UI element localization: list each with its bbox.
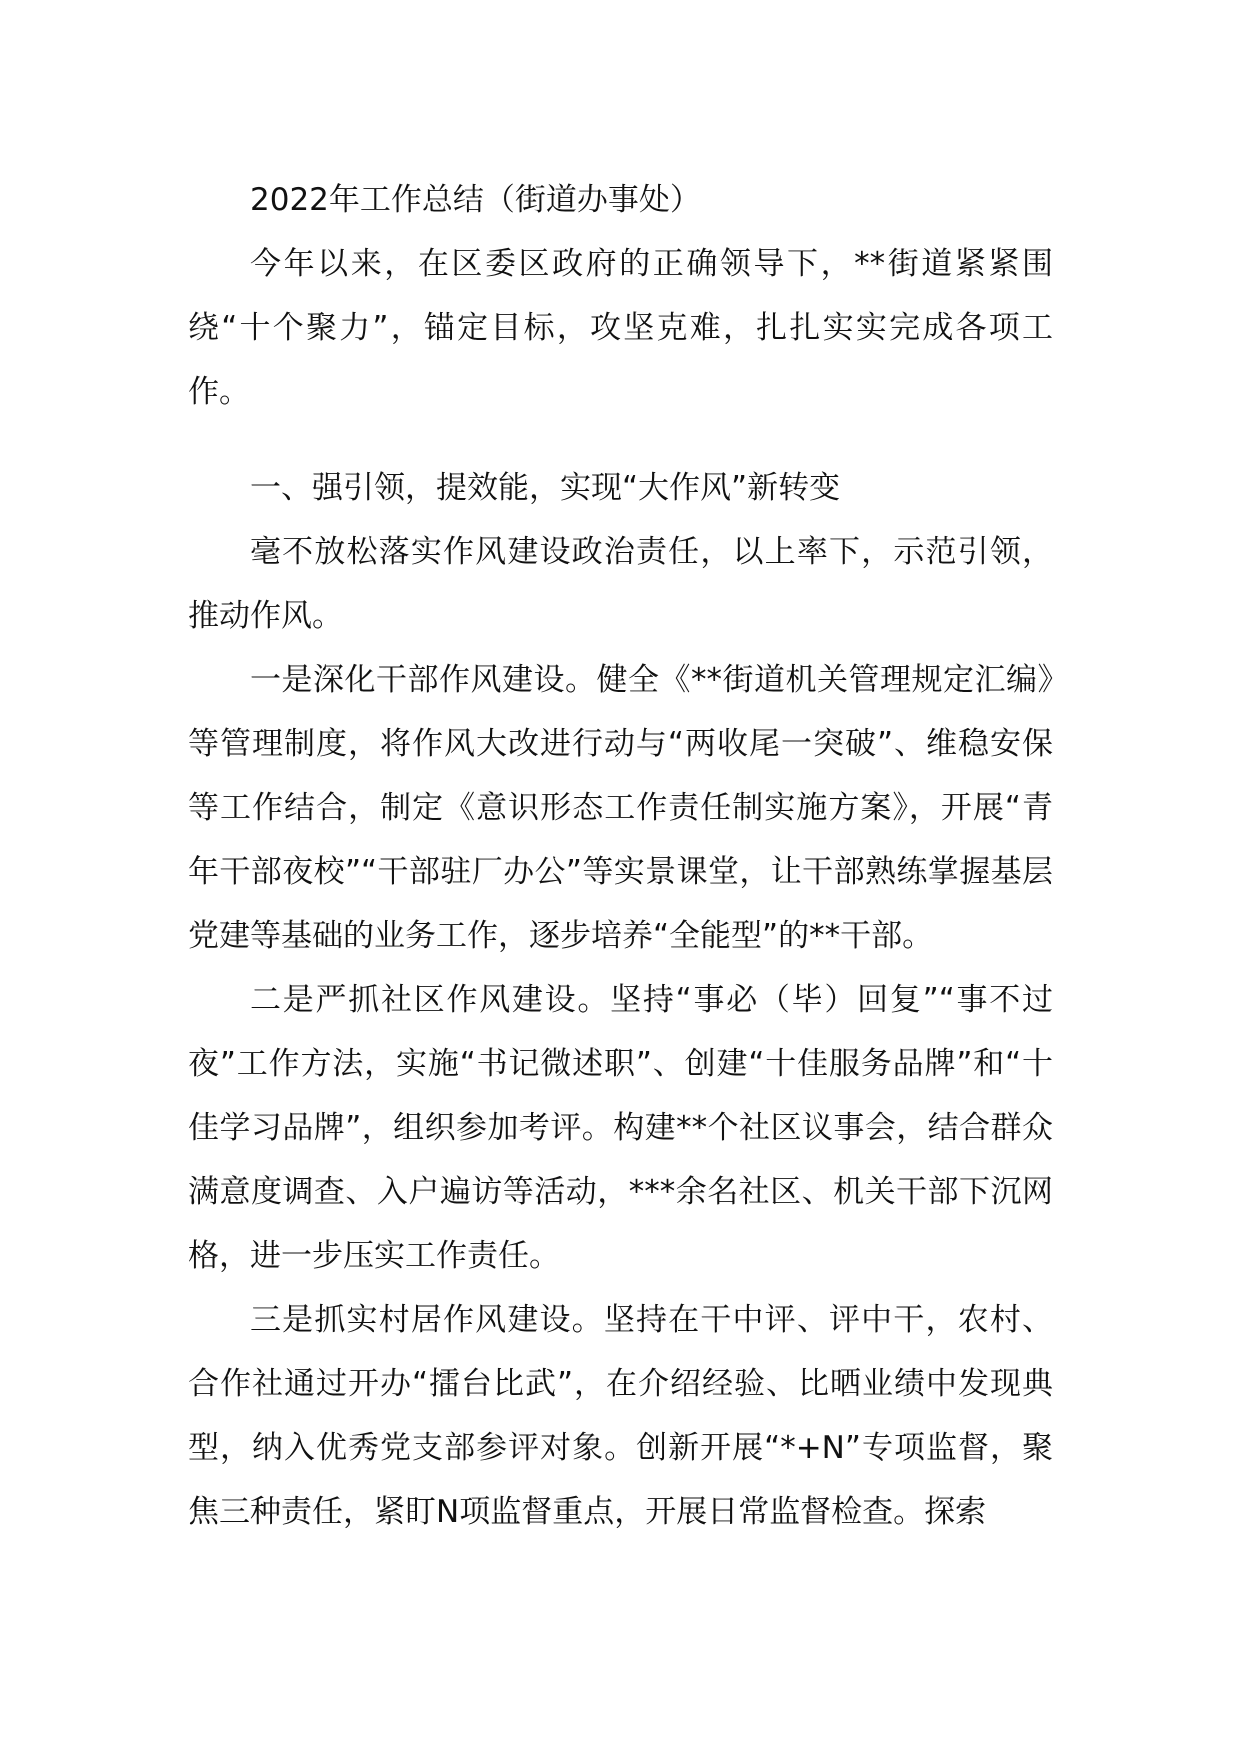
- paragraph-village-style: 三是抓实村居作风建设。坚持在干中评、评中干，农村、合作社通过开办“擂台比武”，在介绍经验、比晒业绩中发现典型，纳入优秀党支部参评对象。创新开展“*+N”专项监督，聚焦三种责任，紧盯N项监督重点，开展日常监督检查。探索: [188, 1302, 1053, 1530]
- section-heading: 一、强引领，提效能，实现“大作风”新转变: [250, 470, 841, 506]
- document-title: 2022年工作总结（街道办事处）: [250, 182, 701, 218]
- paragraph-cadre-style: 一是深化干部作风建设。健全《**街道机关管理规定汇编》等管理制度，将作风大改进行动与“两收尾一突破”、维稳安保等工作结合，制定《意识形态工作责任制实施方案》，开展“青年干部夜校”“干部驻厂办公”等实景课堂，让干部熟练掌握基层党建等基础的业务工作，逐步培养“全能型”的**干部。: [188, 662, 1053, 954]
- paragraph-community-style: 二是严抓社区作风建设。坚持“事必（毕）回复”“事不过夜”工作方法，实施“书记微述职”、创建“十佳服务品牌”和“十佳学习品牌”，组织参加考评。构建**个社区议事会，结合群众满意度调查、入户遍访等活动，***余名社区、机关干部下沉网格，进一步压实工作责任。: [188, 982, 1053, 1274]
- intro-paragraph: 今年以来，在区委区政府的正确领导下，**街道紧紧围绕“十个聚力”，锚定目标，攻坚克难，扎扎实实完成各项工作。: [188, 246, 1053, 410]
- document-page: [188, 168, 1053, 1544]
- section-summary-paragraph: 毫不放松落实作风建设政治责任，以上率下，示范引领，推动作风。: [188, 534, 1053, 634]
